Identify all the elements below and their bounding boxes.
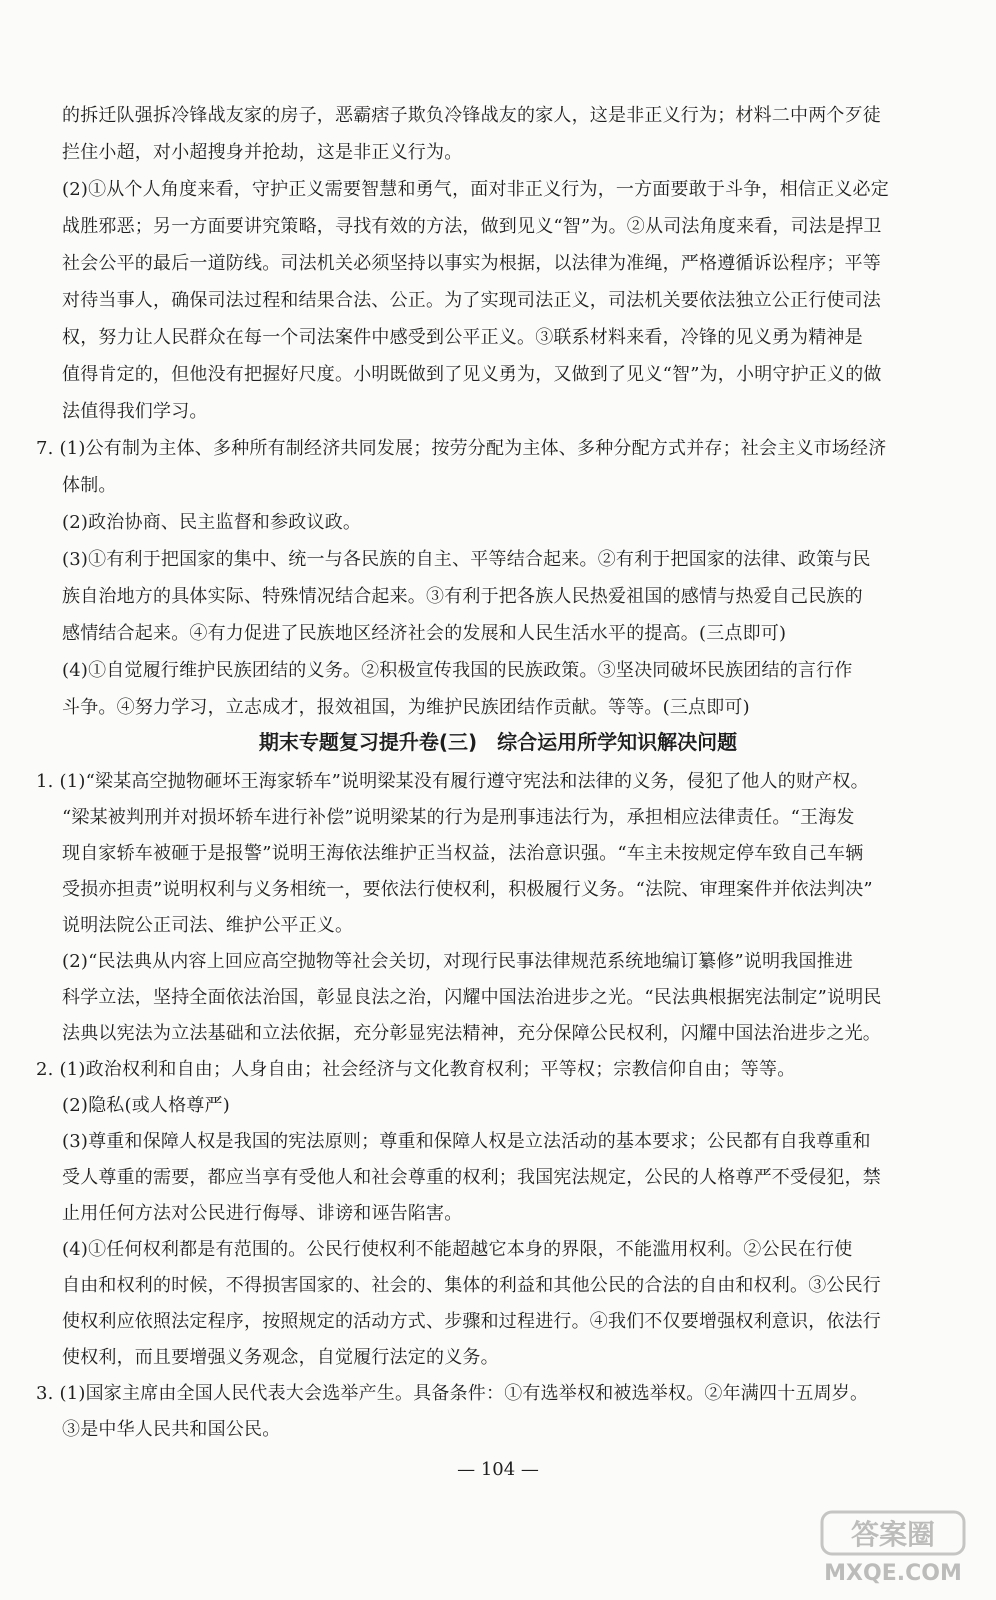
svg-text:MXQE.COM: MXQE.COM (824, 1561, 962, 1586)
text-line: 受损亦担责”说明权利与义务相统一，要依法行使权利，积极履行义务。“法院、审理案件并依法判决” (62, 879, 873, 900)
text-line: (4)①任何权利都是有范围的。公民行使权利不能超越它本身的界限，不能滥用权利。②公民在行使 (62, 1239, 853, 1260)
page-number: — 104 — (457, 1459, 539, 1480)
text-line: (4)①自觉履行维护民族团结的义务。②积极宣传我国的民族政策。③坚决同破坏民族团结的言行作 (62, 660, 853, 681)
text-line: 使权利，而且要增强义务观念，自觉履行法定的义务。 (62, 1347, 499, 1368)
section-heading: 期末专题复习提升卷(三) 综合运用所学知识解决问题 (258, 730, 738, 754)
svg-text:答案圈: 答案圈 (850, 1518, 936, 1551)
text-line: (2)“民法典从内容上回应高空抛物等社会关切，对现行民事法律规范系统地编订纂修”说明我国推进 (62, 951, 854, 972)
text-line: (2)隐私(或人格尊严) (62, 1095, 230, 1116)
watermark-logo-graphic (818, 1508, 968, 1586)
text-line: ③是中华人民共和国公民。 (62, 1419, 281, 1440)
question-1-line: 1. (1)“梁某高空抛物砸坏王海家轿车”说明梁某没有履行遵守宪法和法律的义务，侵犯了他人的财产权。 (36, 771, 869, 792)
text-line: 社会公平的最后一道防线。司法机关必须坚持以事实为根据，以法律为准绳，严格遵循诉讼程序；平等 (62, 253, 881, 274)
text-line: 止用任何方法对公民进行侮辱、诽谤和诬告陷害。 (62, 1203, 463, 1224)
text-line: 使权利应依照法定程序，按照规定的活动方式、步骤和过程进行。④我们不仅要增强权利意识，依法行 (62, 1311, 881, 1332)
watermark-logo (818, 1508, 968, 1586)
text-line: 体制。 (62, 475, 117, 496)
question-2-line: 2. (1)政治权利和自由；人身自由；社会经济与文化教育权利；平等权；宗教信仰自由；等等。 (36, 1059, 796, 1080)
text-line: 法值得我们学习。 (62, 401, 208, 422)
text-line: (2)①从个人角度来看，守护正义需要智慧和勇气，面对非正义行为，一方面要敢于斗争，相信正义必定 (62, 179, 889, 200)
text-line: (3)①有利于把国家的集中、统一与各民族的自主、平等结合起来。②有利于把国家的法律、政策与民 (62, 549, 871, 570)
text-line: 的拆迁队强拆冷锋战友家的房子，恶霸痞子欺负冷锋战友的家人，这是非正义行为；材料二中两个歹徒 (62, 105, 881, 126)
text-line: 值得肯定的，但他没有把握好尺度。小明既做到了见义勇为，又做到了见义“智”为，小明守护正义的做 (62, 364, 882, 385)
text-line: 法典以宪法为立法基础和立法依据，充分彰显宪法精神，充分保障公民权利，闪耀中国法治进步之光。 (62, 1023, 881, 1044)
text-line: 对待当事人，确保司法过程和结果合法、公正。为了实现司法正义，司法机关要依法独立公正行使司法 (62, 290, 881, 311)
text-line: 族自治地方的具体实际、特殊情况结合起来。③有利于把各族人民热爱祖国的感情与热爱自己民族的 (62, 586, 863, 607)
text-line: 说明法院公正司法、维护公平正义。 (62, 915, 354, 936)
text-line: 现自家轿车被砸于是报警”说明王海依法维护正当权益，法治意识强。“车主未按规定停车致自己车辆 (62, 843, 864, 864)
text-line: 拦住小超，对小超搜身并抢劫，这是非正义行为。 (62, 142, 463, 163)
text-line: 受人尊重的需要，都应当享有受他人和社会尊重的权利；我国宪法规定，公民的人格尊严不受侵犯，禁 (62, 1167, 881, 1188)
text-line: 自由和权利的时候，不得损害国家的、社会的、集体的利益和其他公民的合法的自由和权利。③公民行 (62, 1275, 881, 1296)
text-line: 权，努力让人民群众在每一个司法案件中感受到公平正义。③联系材料来看，冷锋的见义勇为精神是 (62, 327, 863, 348)
text-line: (3)尊重和保障人权是我国的宪法原则；尊重和保障人权是立法活动的基本要求；公民都有自我尊重和 (62, 1131, 871, 1152)
question-3-line: 3. (1)国家主席由全国人民代表大会选举产生。具备条件：①有选举权和被选举权。②年满四十五周岁。 (36, 1383, 869, 1404)
question-7-line: 7. (1)公有制为主体、多种所有制经济共同发展；按劳分配为主体、多种分配方式并存；社会主义市场经济 (36, 438, 887, 459)
text-line: 斗争。④努力学习，立志成才，报效祖国，为维护民族团结作贡献。等等。(三点即可) (62, 697, 750, 718)
text-line: 科学立法，坚持全面依法治国，彰显良法之治，闪耀中国法治进步之光。“民法典根据宪法制定”说明民 (62, 987, 882, 1008)
text-line: 战胜邪恶；另一方面要讲究策略，寻找有效的方法，做到见义“智”为。②从司法角度来看，司法是捍卫 (62, 216, 882, 237)
text-line: “梁某被判刑并对损坏轿车进行补偿”说明梁某的行为是刑事违法行为，承担相应法律责任。“王海发 (62, 807, 855, 828)
text-line: (2)政治协商、民主监督和参政议政。 (62, 512, 362, 533)
text-line: 感情结合起来。④有力促进了民族地区经济社会的发展和人民生活水平的提高。(三点即可) (62, 623, 787, 644)
